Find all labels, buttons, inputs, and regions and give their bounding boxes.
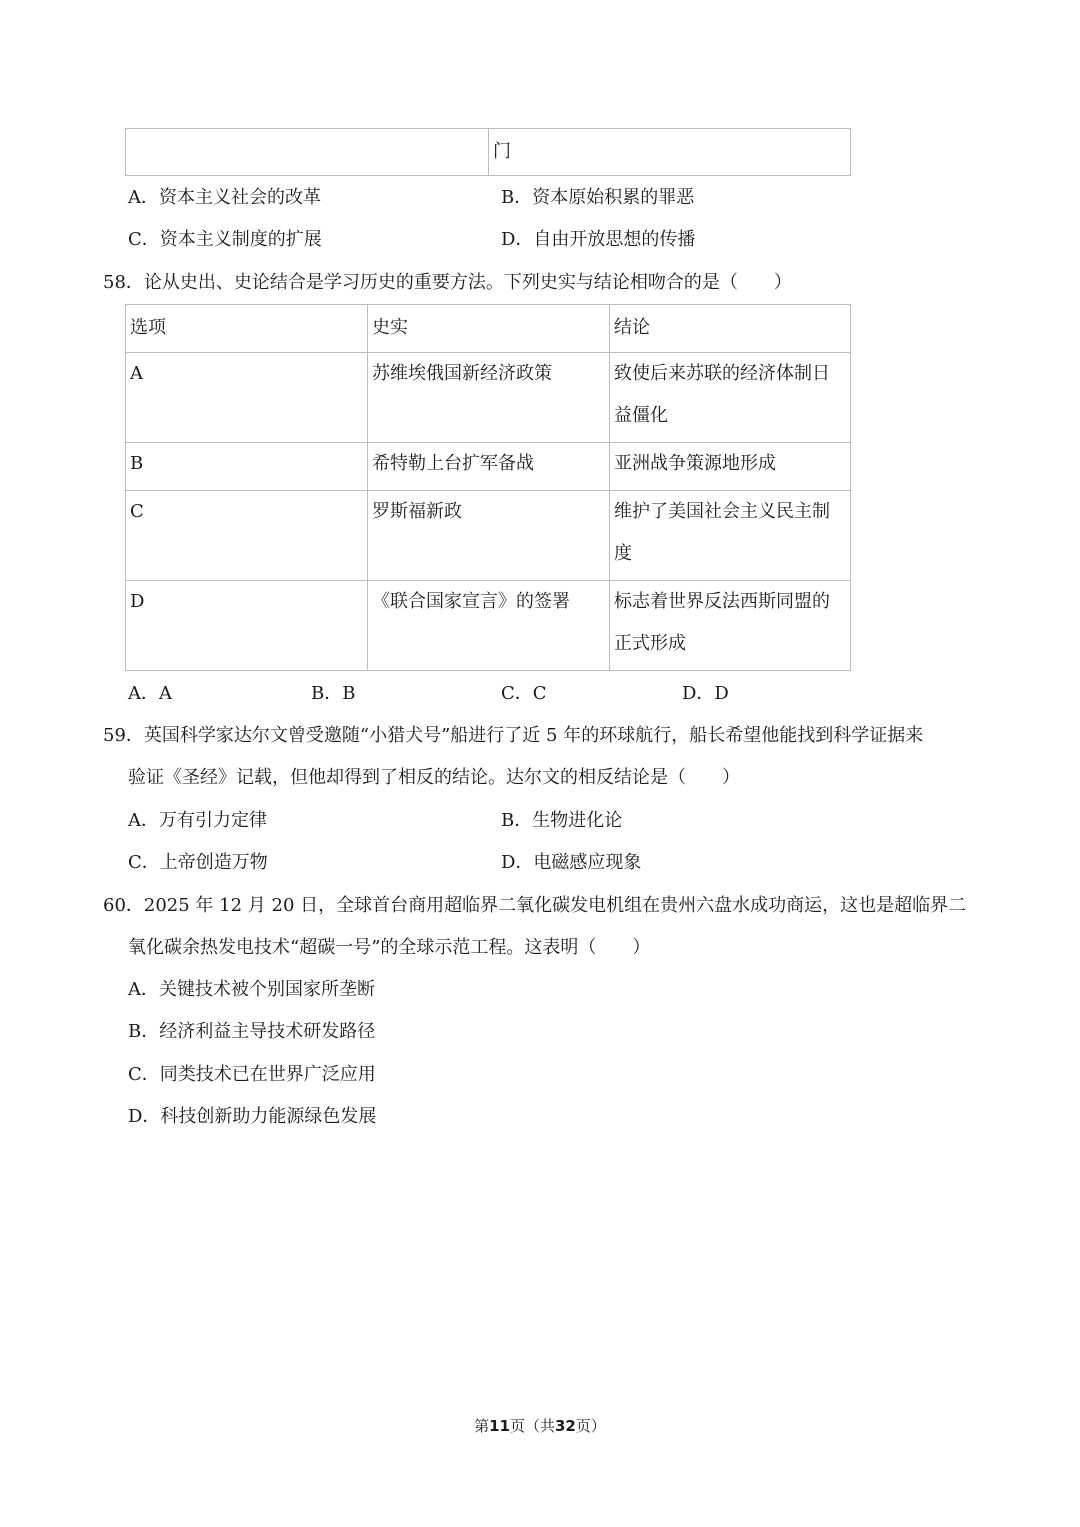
- q57-option-a: A．资本主义社会的改革: [128, 187, 321, 208]
- q60-option-d: D．科技创新助力能源绿色发展: [128, 1106, 377, 1127]
- table-cell: [126, 129, 489, 176]
- q58-option-d: D．D: [682, 683, 729, 704]
- q57-option-b: B．资本原始积累的罪恶: [501, 187, 695, 208]
- q59-option-a: A．万有引力定律: [128, 810, 267, 831]
- table-row: [126, 443, 851, 491]
- row-option: A: [126, 353, 368, 443]
- footer-total-pages: 32: [555, 1417, 576, 1435]
- table-row: [126, 491, 851, 581]
- q58-option-a: A．A: [128, 683, 172, 704]
- q60-option-a: A．关键技术被个别国家所垄断: [128, 979, 375, 1000]
- q57-option-d: D．自由开放思想的传播: [501, 229, 696, 250]
- q58-option-b: B．B: [311, 683, 356, 704]
- q60-stem-line2: 氧化碳余热发电技术“超碳一号”的全球示范工程。这表明（ ）: [128, 937, 651, 958]
- header-conclusion: 结论: [610, 305, 851, 353]
- row-option: D: [126, 581, 368, 671]
- row-fact: 罗斯福新政: [368, 491, 610, 581]
- q57-option-c: C．资本主义制度的扩展: [128, 229, 322, 250]
- q58-option-c: C．C: [501, 683, 547, 704]
- q59-option-b: B．生物进化论: [501, 810, 623, 831]
- q58-table: [125, 304, 851, 671]
- q57-table-fragment: [125, 128, 851, 176]
- row-option: C: [126, 491, 368, 581]
- footer-suffix: 页）: [575, 1417, 606, 1435]
- footer-page-number: 11: [489, 1417, 510, 1435]
- row-conclusion: 标志着世界反法西斯同盟的正式形成: [610, 581, 851, 671]
- q59-option-d: D．电磁感应现象: [501, 852, 642, 873]
- page-footer: [0, 1415, 1080, 1436]
- row-conclusion: 维护了美国社会主义民主制度: [610, 491, 851, 581]
- footer-middle: 页（共: [509, 1417, 555, 1435]
- table-header-row: [126, 305, 851, 353]
- q59-stem-line2: 验证《圣经》记载，但他却得到了相反的结论。达尔文的相反结论是（ ）: [128, 767, 740, 788]
- row-fact: 希特勒上台扩军备战: [368, 443, 610, 491]
- row-fact: 苏维埃俄国新经济政策: [368, 353, 610, 443]
- table-row: [126, 129, 851, 176]
- row-conclusion: 致使后来苏联的经济体制日益僵化: [610, 353, 851, 443]
- q60-option-c: C．同类技术已在世界广泛应用: [128, 1064, 376, 1085]
- footer-prefix: 第: [474, 1417, 490, 1435]
- q58-stem: 58．论从史出、史论结合是学习历史的重要方法。下列史实与结论相吻合的是（ ）: [103, 272, 792, 293]
- q60-option-b: B．经济利益主导技术研发路径: [128, 1021, 376, 1042]
- q60-stem-line1: 60．2025 年 12 月 20 日，全球首台商用超临界二氧化碳发电机组在贵州六盘水成功商运，这也是超临界二: [103, 895, 967, 916]
- row-option: B: [126, 443, 368, 491]
- header-fact: 史实: [368, 305, 610, 353]
- q59-stem-line1: 59．英国科学家达尔文曾受邀随“小猎犬号”船进行了近 5 年的环球航行，船长希望他能找到科学证据来: [103, 725, 924, 746]
- table-row: [126, 581, 851, 671]
- table-cell: 门: [489, 129, 851, 176]
- row-conclusion: 亚洲战争策源地形成: [610, 443, 851, 491]
- table-row: [126, 353, 851, 443]
- q59-option-c: C．上帝创造万物: [128, 852, 268, 873]
- row-fact: 《联合国家宣言》的签署: [368, 581, 610, 671]
- header-option: 选项: [126, 305, 368, 353]
